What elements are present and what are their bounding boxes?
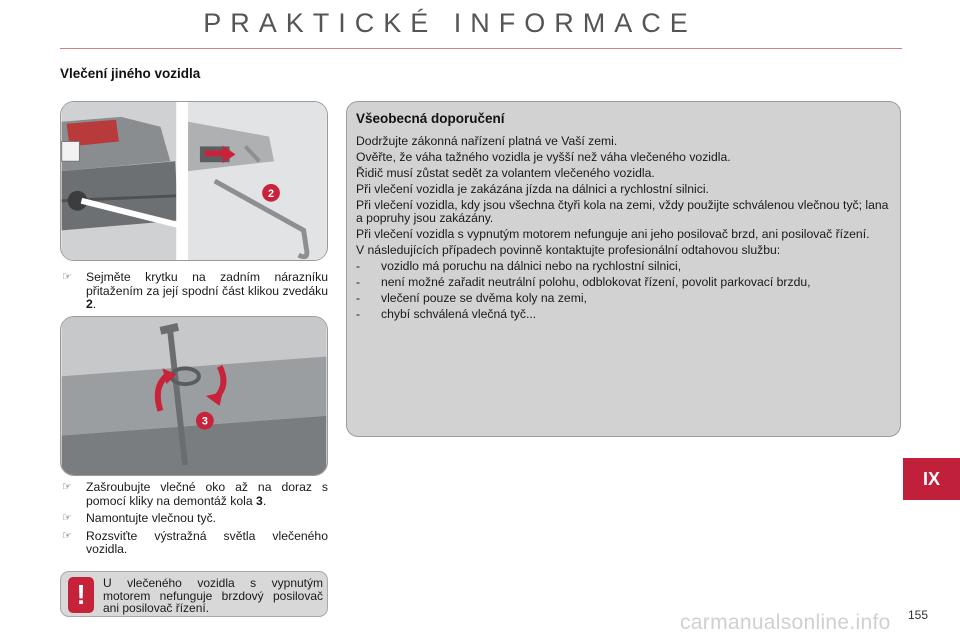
- warning-box: [60, 571, 328, 617]
- bumper-cover-illustration: [60, 101, 328, 261]
- callout-2: 2: [268, 187, 275, 200]
- list-item: ☞ Zašroubujte vlečné oko až na doraz s pomocí kliky na demontáž kola 3.: [62, 480, 328, 508]
- advice-list: [356, 260, 890, 321]
- advice-paragraph: Při vlečení vozidla, kdy jsou všechna čtyři kola na zemi, vždy použijte schválenou vlečnou tyč; lana a popruhy jsou zakázány.: [356, 198, 889, 225]
- bumper-cover-drawing: [61, 102, 327, 260]
- warning-text: U vlečeného vozidla s vypnutým motorem nefunguje brzdový posilovač ani posilovač řízení.: [103, 576, 323, 615]
- chapter-tab[interactable]: IX: [903, 458, 960, 500]
- step-list-2: [60, 481, 328, 561]
- list-item: - není možné zařadit neutrální polohu, odblokovat řízení, povolit parkovací brzdu,: [356, 275, 811, 289]
- watermark: carmanualsonline.info: [680, 611, 891, 634]
- advice-paragraph: Ověřte, že váha tažného vozidla je vyšší než váha vlečeného vozidla.: [356, 150, 731, 164]
- list-item: ☞ Rozsviťte výstražná světla vlečeného vozidla.: [62, 528, 328, 556]
- pointing-hand-icon: ☞: [62, 512, 72, 524]
- pointing-hand-icon: ☞: [62, 481, 72, 493]
- advice-paragraph: Řidič musí zůstat sedět za volantem vlečeného vozidla.: [356, 166, 655, 180]
- list-item: - vlečení pouze se dvěma koly na zemi,: [356, 291, 587, 305]
- step-list-1: [60, 271, 328, 316]
- advice-paragraph: Dodržujte zákonná nařízení platná ve Vaší zemi.: [356, 134, 618, 148]
- general-advice-box: [346, 101, 901, 437]
- list-item: ☞ Sejměte krytku na zadním nárazníku přitažením za její spodní část klikou zvedáku 2.: [62, 270, 328, 311]
- list-item: - chybí schválená vlečná tyč...: [356, 307, 537, 321]
- advice-paragraph: Při vlečení vozidla s vypnutým motorem nefunguje ani jeho posilovač brzd, ani posilovač řízení.: [356, 227, 870, 241]
- page-number: 155: [908, 608, 929, 622]
- list-item: ☞ Namontujte vlečnou tyč.: [62, 511, 217, 525]
- warning-icon: !: [68, 577, 94, 613]
- advice-paragraph: Při vlečení vozidla je zakázána jízda na dálnici a rychlostní silnici.: [356, 182, 709, 196]
- list-item: - vozidlo má poruchu na dálnici nebo na rychlostní silnici,: [356, 259, 682, 273]
- advice-paragraph: V následujících případech povinně kontaktujte profesionální odtahovou službu:: [356, 243, 781, 257]
- towing-eye-drawing: [61, 317, 327, 475]
- towing-eye-illustration: [60, 316, 328, 476]
- callout-3: 3: [201, 415, 208, 428]
- pointing-hand-icon: ☞: [62, 529, 72, 542]
- page-title: PRAKTICKÉ INFORMACE: [203, 8, 697, 38]
- pointing-hand-icon: ☞: [62, 271, 72, 283]
- advice-title: Všeobecná doporučení: [356, 111, 505, 126]
- section-title: Vlečení jiného vozidla: [60, 66, 201, 81]
- title-divider: [60, 48, 902, 49]
